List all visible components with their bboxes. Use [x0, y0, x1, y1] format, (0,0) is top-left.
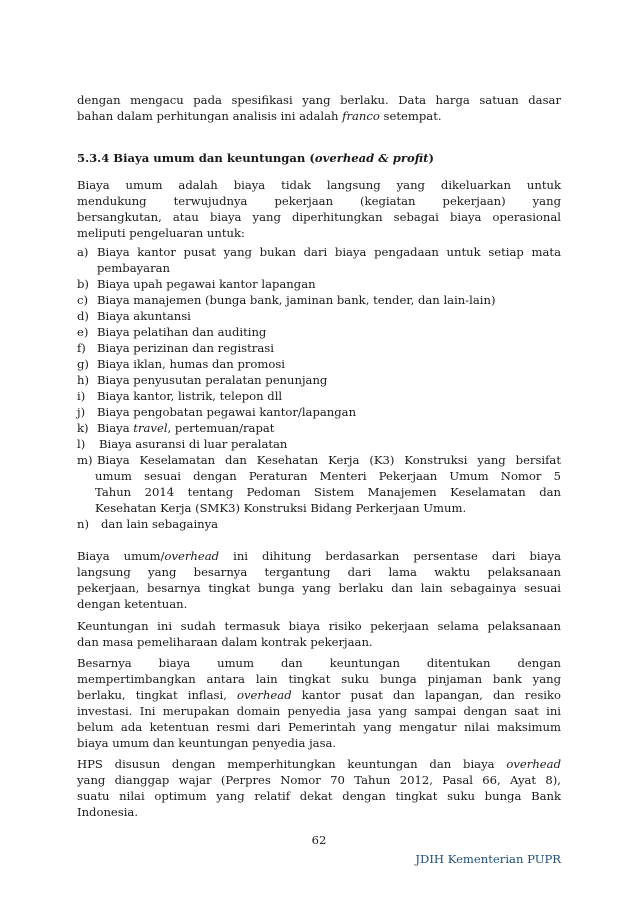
list-label: h): [77, 373, 89, 387]
para5-line: Indonesia.: [77, 805, 139, 819]
para1-line: mendukung terwujudnya pekerjaan (kegiatan pekerjaan) yang: [77, 194, 561, 208]
para4-line: biaya umum dan keuntungan penyedia jasa.: [77, 736, 337, 750]
para5-line: suatu nilai optimum yang relatif dekat dengan tingkat suku bunga Bank: [77, 789, 561, 803]
para5-line: yang dianggap wajar (Perpres Nomor 70 Tahun 2012, Pasal 66, Ayat 8),: [77, 773, 561, 787]
list-label: g): [77, 357, 89, 371]
list-item: f) Biaya perizinan dan registrasi: [77, 341, 274, 355]
list-label: k): [77, 421, 89, 435]
list-item: b) Biaya upah pegawai kantor lapangan: [77, 277, 316, 291]
list-item: i) Biaya kantor, listrik, telepon dll: [77, 389, 283, 403]
para3-line: dan masa pemeliharaan dalam kontrak pekerjaan.: [77, 635, 373, 649]
list-label: n): [77, 517, 89, 531]
list-label: e): [77, 325, 89, 339]
list-label: i): [77, 389, 86, 403]
para1-line: Biaya umum adalah biaya tidak langsung yang dikeluarkan untuk: [77, 178, 561, 192]
list-item: d) Biaya akuntansi: [77, 309, 191, 323]
list-item-continuation: umum sesuai dengan Peraturan Menteri Pekerjaan Umum Nomor 5: [95, 469, 561, 483]
list-label: m): [77, 453, 93, 467]
para2-line: pekerjaan, besarnya tingkat bunga yang berlaku dan lain sebagainya sesuai: [77, 581, 561, 595]
list-item: e) Biaya pelatihan dan auditing: [77, 325, 267, 339]
para4-line: mempertimbangkan antara lain tingkat suku bunga pinjaman bank yang: [77, 672, 561, 686]
list-label: d): [77, 309, 89, 323]
list-item: k) Biaya travel, pertemuan/rapat: [77, 421, 275, 435]
para2-line: Biaya umum/overhead ini dihitung berdasarkan persentase dari biaya: [77, 549, 561, 563]
list-item: h) Biaya penyusutan peralatan penunjang: [77, 373, 328, 387]
list-label: l): [77, 437, 86, 451]
list-label: c): [77, 293, 89, 307]
footer-text: JDIH Kementerian PUPR: [415, 852, 561, 866]
intro-line-1: dengan mengacu pada spesifikasi yang berlaku. Data harga satuan dasar: [77, 93, 561, 107]
intro-line-2: bahan dalam perhitungan analisis ini adalah franco setempat.: [77, 109, 442, 123]
para1-line: bersangkutan, atau biaya yang diperhitungkan sebagai biaya operasional: [77, 210, 561, 224]
para4-line: Besarnya biaya umum dan keuntungan ditentukan dengan: [77, 656, 561, 670]
list-item: c) Biaya manajemen (bunga bank, jaminan bank, tender, dan lain-lain): [77, 293, 496, 307]
list-item-continuation: Tahun 2014 tentang Pedoman Sistem Manajemen Keselamatan dan: [95, 485, 561, 499]
para3-line: Keuntungan ini sudah termasuk biaya risiko pekerjaan selama pelaksanaan: [77, 619, 561, 633]
list-label: f): [77, 341, 86, 355]
para2-line: dengan ketentuan.: [77, 597, 188, 611]
list-item: a) Biaya kantor pusat yang bukan dari biaya pengadaan untuk setiap mata: [77, 245, 561, 259]
list-item: m) Biaya Keselamatan dan Kesehatan Kerja (K3) Konstruksi yang bersifat: [77, 453, 561, 467]
list-item: n) dan lain sebagainya: [77, 517, 219, 531]
para4-line: investasi. Ini merupakan domain penyedia jasa yang sampai dengan saat ini: [77, 704, 561, 718]
para2-line: langsung yang besarnya tergantung dari lama waktu pelaksanaan: [77, 565, 561, 579]
list-label: b): [77, 277, 89, 291]
list-item: j) Biaya pengobatan pegawai kantor/lapangan: [77, 405, 357, 419]
para5-line: HPS disusun dengan memperhitungkan keuntungan dan biaya overhead: [77, 757, 561, 771]
list-item: g) Biaya iklan, humas dan promosi: [77, 357, 286, 371]
para1-line: meliputi pengeluaran untuk:: [77, 226, 245, 240]
list-label: a): [77, 245, 89, 259]
list-label: j): [77, 405, 86, 419]
section-heading: 5.3.4 Biaya umum dan keuntungan (overhead & profit): [77, 151, 435, 165]
para4-line: belum ada ketentuan resmi dari Pemerintah yang mengatur nilai maksimum: [77, 720, 561, 734]
list-item: l) Biaya asuransi di luar peralatan: [77, 437, 288, 451]
para4-line: berlaku, tingkat inflasi, overhead kantor pusat dan lapangan, dan resiko: [77, 688, 561, 702]
list-item-continuation: Kesehatan Kerja (SMK3) Konstruksi Bidang Perkerjaan Umum.: [95, 501, 467, 515]
page-number: 62: [311, 833, 327, 847]
list-item-continuation: pembayaran: [97, 261, 170, 275]
